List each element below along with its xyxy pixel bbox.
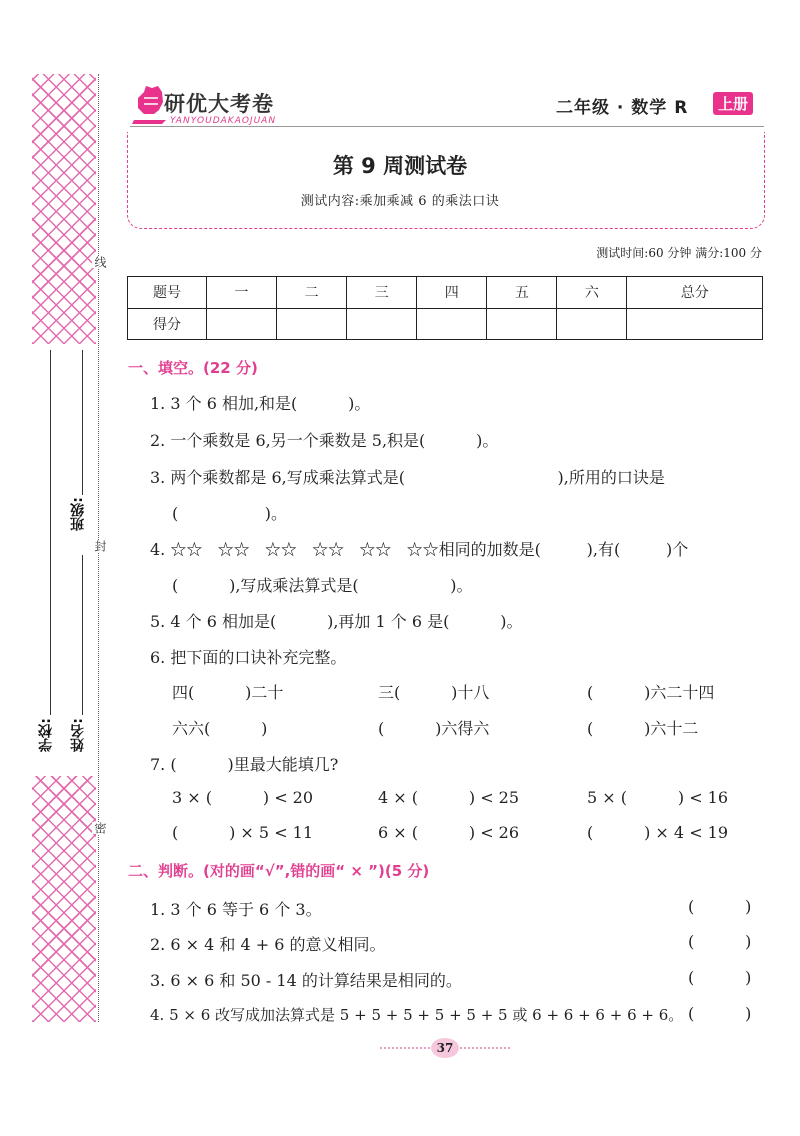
score-input[interactable] (417, 308, 487, 340)
judge-item-4: 4. 5 × 6 改写成加法算式是 5 + 5 + 5 + 5 + 5 + 5 或 6 + 6 + 6 + 6 + 6。 (150, 1006, 684, 1024)
name-field[interactable] (82, 555, 83, 715)
score-input[interactable] (487, 308, 557, 340)
formula-item: 四( )二十 (172, 683, 284, 702)
question-7: 7. ( )里最大能填几? (150, 755, 339, 774)
section1-heading: 一、填空。(22 分) (128, 359, 258, 377)
score-cell: 三 (347, 277, 417, 309)
question-2: 2. 一个乘数是 6,另一个乘数是 5,积是( )。 (150, 431, 499, 450)
score-cell: 五 (487, 277, 557, 309)
page-number-area (380, 1038, 510, 1058)
inequality-item: 4 × ( ) < 25 (378, 788, 520, 807)
cut-label-xian: 线 (93, 256, 107, 268)
inequality-item: 6 × ( ) < 26 (378, 823, 520, 842)
inequality-item: 3 × ( ) < 20 (172, 788, 314, 807)
formula-item: 六六( ) (172, 719, 268, 738)
fist-logo-icon (132, 84, 168, 124)
score-input[interactable] (207, 308, 277, 340)
class-field[interactable] (82, 350, 83, 495)
score-input[interactable] (557, 308, 627, 340)
title-frame (127, 132, 765, 229)
inequality-item: 5 × ( ) < 16 (587, 788, 729, 807)
margin-pattern-top (32, 74, 96, 344)
formula-item: ( )六十二 (587, 719, 699, 738)
page-title: 第 9 周测试卷 (332, 154, 468, 178)
formula-item: 三( )十八 (378, 683, 490, 702)
score-cell: 二 (277, 277, 347, 309)
judge-item-3: 3. 6 × 6 和 50 - 14 的计算结果是相同的。 (150, 971, 462, 990)
question-5: 5. 4 个 6 相加是( ),再加 1 个 6 是( )。 (150, 612, 523, 631)
question-4: 4. ☆☆ ☆☆ ☆☆ ☆☆ ☆☆ ☆☆相同的加数是( ),有( )个 (150, 540, 689, 559)
brand-subtitle: YANYOUDAKAOJUAN (170, 116, 277, 126)
score-table (127, 276, 763, 340)
volume-badge: 上册 (713, 92, 753, 115)
question-3-cont: ( )。 (172, 504, 287, 523)
score-cell: 得分 (128, 308, 207, 340)
cut-label-mi: 密 (93, 822, 107, 834)
score-cell: 六 (557, 277, 627, 309)
name-label: 姓名: (70, 718, 86, 752)
brand-name: 研优大考卷 (164, 92, 274, 116)
judge-item-2: 2. 6 × 4 和 4 + 6 的意义相同。 (150, 935, 386, 954)
header-rule (130, 126, 764, 127)
inequality-item: ( ) × 4 < 19 (587, 823, 729, 842)
judge-bracket-3[interactable]: ( ) (688, 968, 752, 987)
formula-item: ( )六得六 (378, 719, 490, 738)
school-label: 学校: (38, 718, 54, 752)
question-4-cont: ( ),写成乘法算式是( )。 (172, 576, 473, 595)
score-table-score-row (128, 308, 763, 340)
judge-item-1: 1. 3 个 6 等于 6 个 3。 (150, 900, 322, 919)
judge-bracket-1[interactable]: ( ) (688, 897, 752, 916)
question-6: 6. 把下面的口诀补充完整。 (150, 648, 347, 667)
score-table-header-row (128, 277, 763, 309)
cut-label-feng: 封 (93, 540, 107, 552)
inequality-item: ( ) × 5 < 11 (172, 823, 314, 842)
page-number: 37 (431, 1038, 459, 1058)
class-label: 班级: (70, 497, 86, 531)
judge-bracket-4[interactable]: ( ) (688, 1004, 752, 1023)
school-field[interactable] (50, 350, 51, 715)
grade-subject: 二年级 · 数学 R (556, 98, 689, 118)
formula-item: ( )六二十四 (587, 683, 715, 702)
score-input[interactable] (277, 308, 347, 340)
score-cell: 题号 (128, 277, 207, 309)
section2-heading: 二、判断。(对的画“√”,错的画“ × ”)(5 分) (128, 862, 430, 880)
question-3: 3. 两个乘数都是 6,写成乘法算式是( ),所用的口诀是 (150, 468, 665, 487)
time-info: 测试时间:60 分钟 满分:100 分 (596, 246, 762, 260)
judge-bracket-2[interactable]: ( ) (688, 932, 752, 951)
score-input[interactable] (347, 308, 417, 340)
margin-pattern-bottom (32, 776, 96, 1022)
score-cell: 一 (207, 277, 277, 309)
score-cell: 总分 (627, 277, 763, 309)
score-cell: 四 (417, 277, 487, 309)
question-1: 1. 3 个 6 相加,和是( )。 (150, 394, 371, 413)
page-subtitle: 测试内容:乘加乘减 6 的乘法口诀 (300, 194, 500, 209)
score-input[interactable] (627, 308, 763, 340)
